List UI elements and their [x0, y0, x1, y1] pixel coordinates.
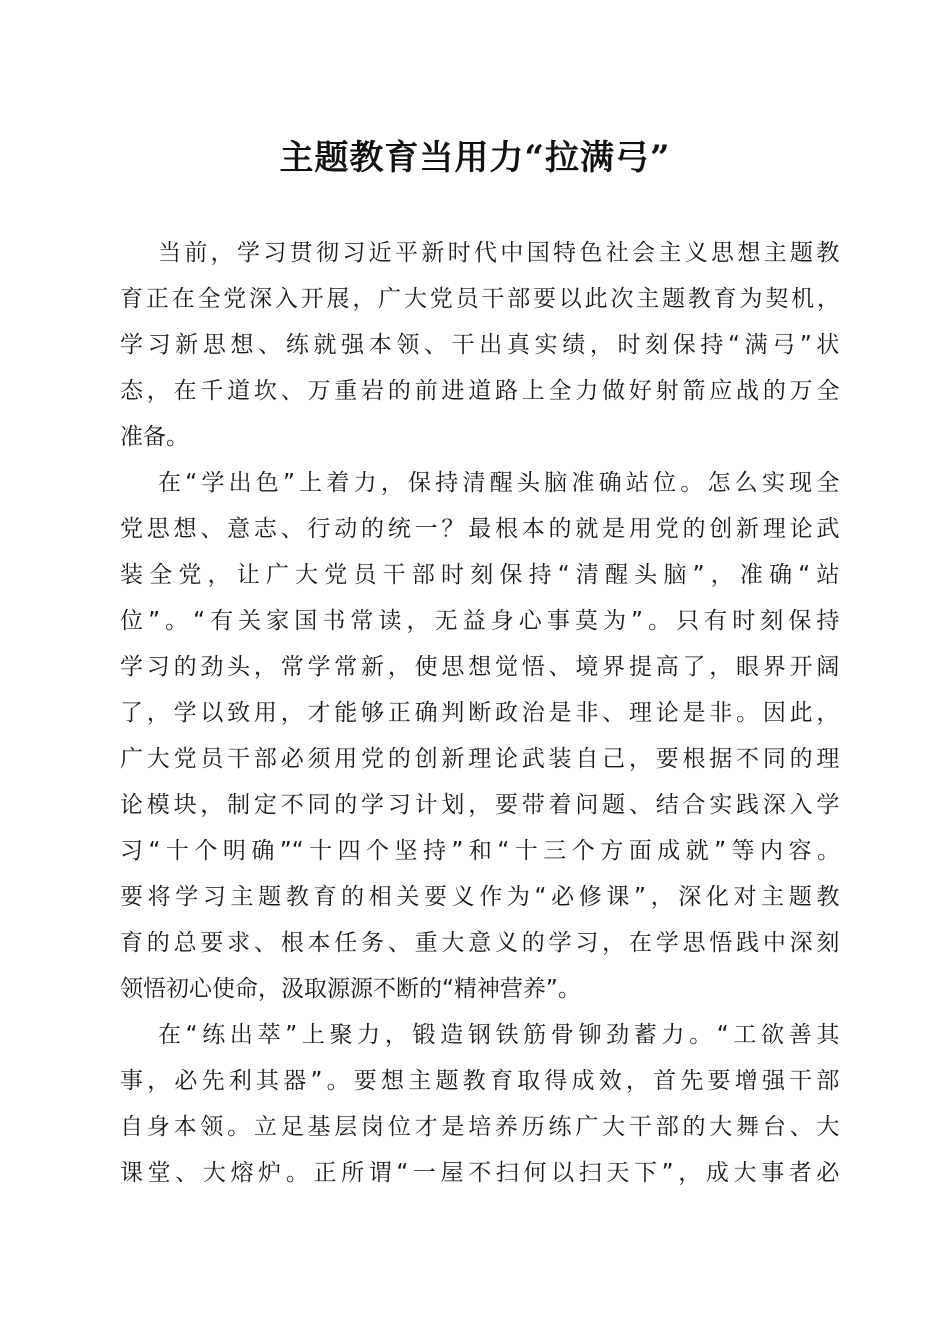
text-line: 准备。 — [120, 424, 189, 450]
text-line: 当前，学习贯彻习近平新时代中国特色社会主义思想主题教 — [158, 240, 840, 266]
text-line: 事，必先利其器”。要想主题教育取得成效，首先要增强干部 — [120, 1068, 840, 1094]
text-line: 态，在千道坎、万重岩的前进道路上全力做好射箭应战的万全 — [120, 378, 840, 404]
text-line: 装全党，让广大党员干部时刻保持“清醒头脑”，准确“站 — [120, 562, 840, 588]
text-line: 位”。“有关家国书常读，无益身心事莫为”。只有时刻保持 — [120, 608, 840, 634]
text-line: 论模块，制定不同的学习计划，要带着问题、结合实践深入学 — [120, 792, 840, 818]
text-line: 习“十个明确”“十四个坚持”和“十三个方面成就”等内容。 — [120, 838, 840, 864]
text-line: 学习的劲头，常学常新，使思想觉悟、境界提高了，眼界开阔 — [120, 654, 840, 680]
text-line: 了，学以致用，才能够正确判断政治是非、理论是非。因此， — [120, 700, 840, 726]
text-line: 育的总要求、根本任务、重大意义的学习，在学思悟践中深刻 — [120, 930, 840, 956]
text-line: 广大党员干部必须用党的创新理论武装自己，要根据不同的理 — [120, 746, 840, 772]
paragraph — [120, 460, 840, 1012]
document-body — [120, 230, 840, 1196]
text-line: 领悟初心使命，汲取源源不断的“精神营养”。 — [120, 976, 581, 1002]
text-line: 自身本领。立足基层岗位才是培养历练广大干部的大舞台、大 — [120, 1114, 840, 1140]
text-line: 学习新思想、练就强本领、干出真实绩，时刻保持“满弓”状 — [120, 332, 840, 358]
text-line: 课堂、大熔炉。正所谓“一屋不扫何以扫天下”，成大事者必 — [120, 1160, 840, 1186]
text-line: 党思想、意志、行动的统一？最根本的就是用党的创新理论武 — [120, 516, 840, 542]
paragraph — [120, 230, 840, 460]
text-line: 在“练出萃”上聚力，锻造钢铁筋骨铆劲蓄力。“工欲善其 — [158, 1022, 840, 1048]
text-line: 育正在全党深入开展，广大党员干部要以此次主题教育为契机， — [120, 286, 840, 312]
text-line: 在“学出色”上着力，保持清醒头脑准确站位。怎么实现全 — [158, 470, 840, 496]
document-title: 主题教育当用力“拉满弓” — [279, 138, 671, 178]
paragraph — [120, 1012, 840, 1196]
text-line: 要将学习主题教育的相关要义作为“必修课”，深化对主题教 — [120, 884, 840, 910]
